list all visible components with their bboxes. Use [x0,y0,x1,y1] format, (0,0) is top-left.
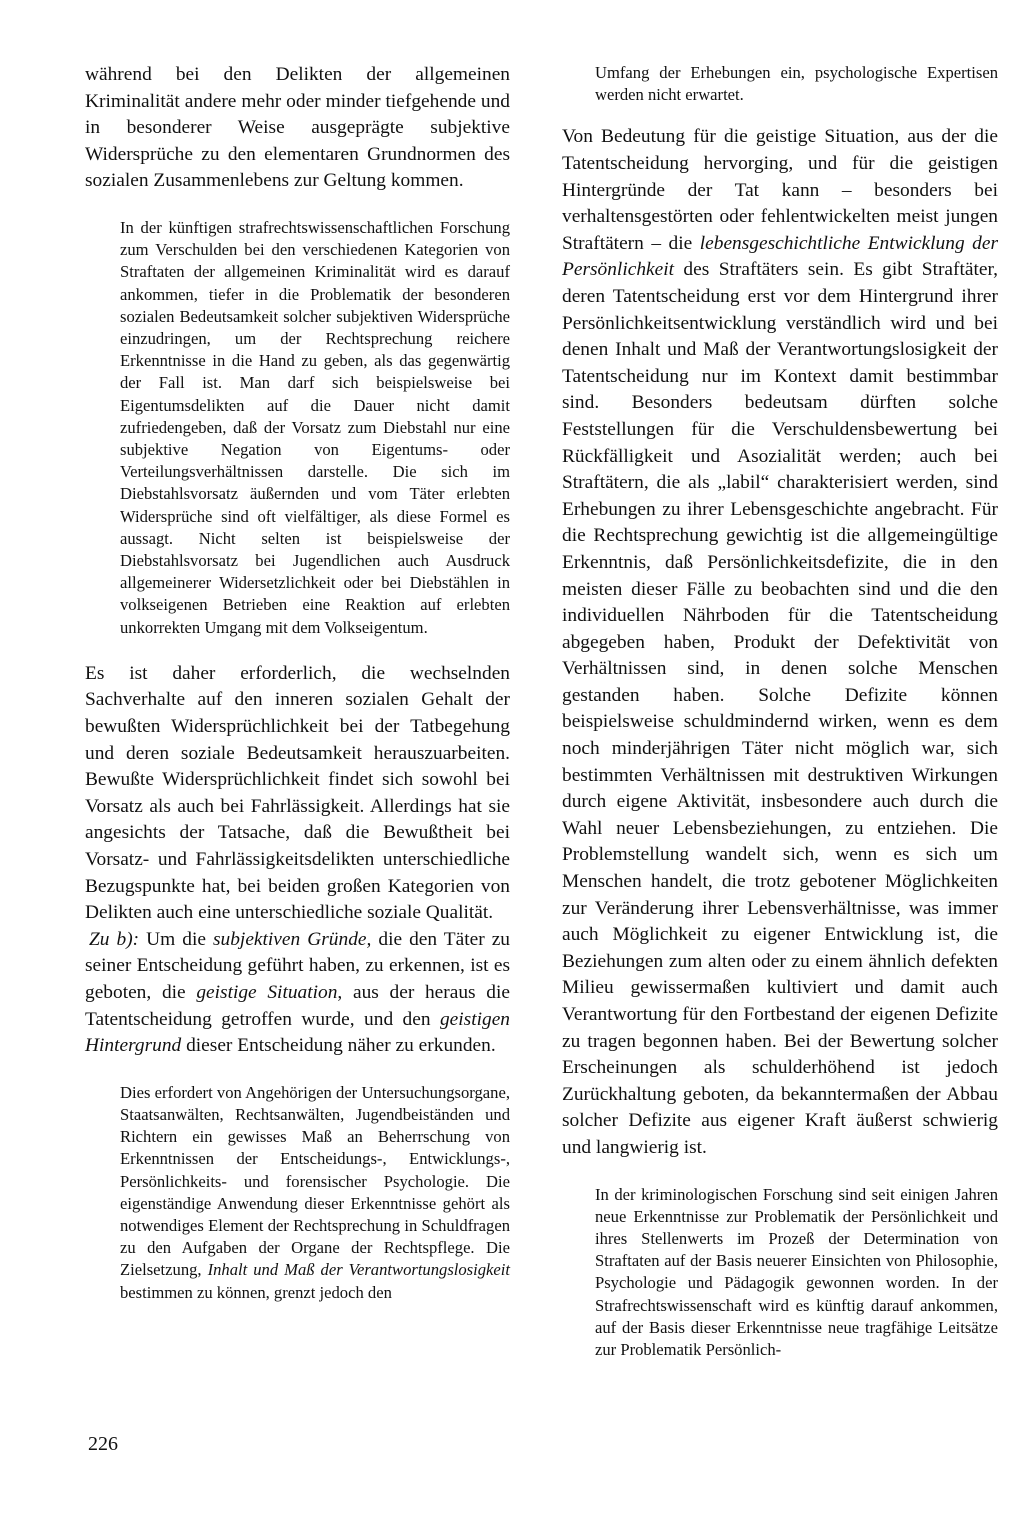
text-span: dieser Entscheidung näher zu erkunden. [181,1035,496,1057]
text-span: die den Täter zu seiner Entscheidung geführt haben, zu erkennen, ist es geboten, die [85,928,510,1003]
left-paragraph-3 [85,927,510,1060]
left-column [85,62,510,1304]
left-note-paragraph-2 [85,1082,510,1304]
page-number: 226 [88,1433,118,1455]
right-paragraph-1 [562,124,998,1161]
left-paragraph-2: Es ist daher erforderlich, die wechselnden Sachverhalte auf den inneren sozialen Gehalt der bewußten Widersprüchlichkeit bei der Tatbegehung und deren soziale Bedeutsamkeit herauszuarbeiten. Bewußte Widersprüchlichkeit findet sich sowohl bei Vorsatz als auch bei Fahrlässigkeit. Allerdings hat sie angesichts der Tatsache, daß die Bewußtheit bei Vorsatz- und Fahrlässigkeitsdelikten unterschiedliche Bezugspunkte hat, bei beiden großen Kategorien von Delikten auch eine unterschiedliche soziale Qualität. [85,662,510,924]
text-span: Um die [139,928,213,950]
right-note-continuation: Umfang der Erhebungen ein, psychologische Expertisen werden nicht erwartet. [595,63,998,105]
left-note-paragraph: In der künftigen strafrechtswissenschaftlichen Forschung zum Verschulden bei den verschiedenen Kategorien von Straftaten der allgemeinen Kriminalität wird es darauf ankommen, tiefer in die Problematik der besonderen sozialen Bedeutsamkeit solcher subjektiven Widersprüche einzudringen, um der Rechtsprechung reichere Erkenntnisse in die Hand zu geben, als das gegenwärtig der Fall ist. Man darf sich beispielsweise bei Eigentumsdelikten auf die Dauer nicht damit zufriedengeben, daß der Vorsatz zum Diebstahl nur eine subjektive Negation von Eigentums- oder Verteilungsverhältnissen darstelle. Die sich im Diebstahlsvorsatz äußernden und vom Täter erlebten Widersprüche sind oft vielfältiger, als diese Formel es aussagt. Nicht selten ist beispielsweise der Diebstahlsvorsatz bei Jugendlichen auch Ausdruck allgemeinerer Widersetzlichkeit oder bei Diebstählen in volkseigenen Betrieben eine Reaktion auf erlebten unkorrekten Umgang mit dem Volkseigentum. [120,217,510,637]
text-span: , aus der heraus die Tatentscheidung getroffen wurde, und den [85,981,510,1030]
emphasis-geistiger-hintergrund: geistigen Hintergrund [85,1008,510,1057]
emphasis-geistige-situation: geistige Situation [196,981,338,1003]
emphasis-subjektive-gruende: subjektiven Gründe, [213,928,372,950]
left-paragraph-1: während bei den Delikten der allgemeinen Kriminalität andere mehr oder minder tiefgehende und in besonderer Weise ausgeprägte subjektive Widersprüche zu den elementaren Grundnormen des sozialen Zusammenlebens zur Geltung kommen. [85,64,510,192]
text-span: bestimmen zu können, grenzt jedoch den [120,1282,392,1302]
right-note-paragraph: In der kriminologischen Forschung sind seit einigen Jahren neue Erkenntnisse zur Problematik der Persönlichkeit und ihres Stellenwerts im Prozeß der Determination von Straftaten auf der Basis neuerer Einsichten von Philosophie, Psychologie und Pädagogik gewonnen worden. In der Strafrechtswissenschaft wird es künftig darauf ankommen, auf der Basis dieser Erkenntnisse neue tragfähige Leitsätze zur Problematik Persönlich- [595,1184,998,1359]
emphasis-lebensgeschichtliche-entwicklung: lebensgeschichtliche Entwicklung der Persönlichkeit [562,232,998,281]
text-span: Dies erfordert von Angehörigen der Untersuchungsorgane, Staatsanwälten, Rechtsanwälten, Jugendbeiständen und Richtern ein gewisses Maß an Beherrschung von Erkenntnissen der Entscheidungs-, Entwicklungs-, Persönlichkeits- und forensischer Psychologie. Die eigenständige Anwendung dieser Erkenntnisse gehört als notwendiges Element der Rechtsprechung in Schuldfragen zu den Aufgaben der Organe der Rechtspflege. Die Zielsetzung, [120,1082,510,1280]
emphasis-inhalt-und-mass: Inhalt und Maß der Verantwortungslosigkeit [207,1260,510,1280]
section-lead: Zu b): [89,928,140,950]
right-column [562,62,998,1361]
text-span: Von Bedeutung für die geistige Situation, aus der die Tatentscheidung hervorging, und für die geistigen Hintergründe der Tat kann – besonders bei verhaltensgestörten oder fehlentwickelten meist jungen Straftätern – die [562,126,998,254]
text-span: des Straftäters sein. Es gibt Straftäter, deren Tatentscheidung erst vor dem Hintergrund ihrer Persönlichkeitsentwicklung verständlich wird und bei denen Inhalt und Maß der Verantwortungslosigkeit der Tatentscheidung nur im Kontext damit bestimmbar sind. Besonders bedeutsam dürften solche Feststellungen für die Verschuldensbewertung bei Rückfälligkeit und Asozialität werden; auch bei Straftätern, die als „labil“ charakterisiert werden, sind Erhebungen zu ihrer Lebensgeschichte angebracht. Für die Rechtsprechung gewichtig ist die allgemeingültige Erkenntnis, daß Persönlichkeitsdefizite, die in den meisten dieser Fälle zu beobachten sind und die den individuellen Nährboden für die Tatentscheidung abgegeben haben, Produkt der Defektivität von Verhältnissen sind, in denen solche Menschen gestanden haben. Solche Defizite können beispielsweise schuldmindernd wirken, wenn es dem noch minderjährigen Täter nicht möglich war, sich bestimmten Verhältnissen mit destruktiven Wirkungen durch eigene Aktivität, insbesondere auch durch die Wahl neuer Lebensbeziehungen, zu entziehen. Die Problemstellung wandelt sich, wenn es sich um Menschen handelt, die trotz gebotener Möglichkeiten zur Veränderung ihrer Lebensverhältnisse, was immer auch Möglichkeit zu eigener Entwicklung ist, die Beziehungen zum alten oder zu einem ähnlich defekten Milieu gewissermaßen kultiviert und damit auch Verantwortung für den Fortbestand der eigenen Defizite zu tragen begonnen haben. Bei der Bewertung solcher Erscheinungen als schulderhöhend ist jedoch Zurückhaltung geboten, da bekanntermaßen der Abbau solcher Defizite aus eigener Kraft äußerst schwierig und langwierig ist. [562,259,998,1158]
